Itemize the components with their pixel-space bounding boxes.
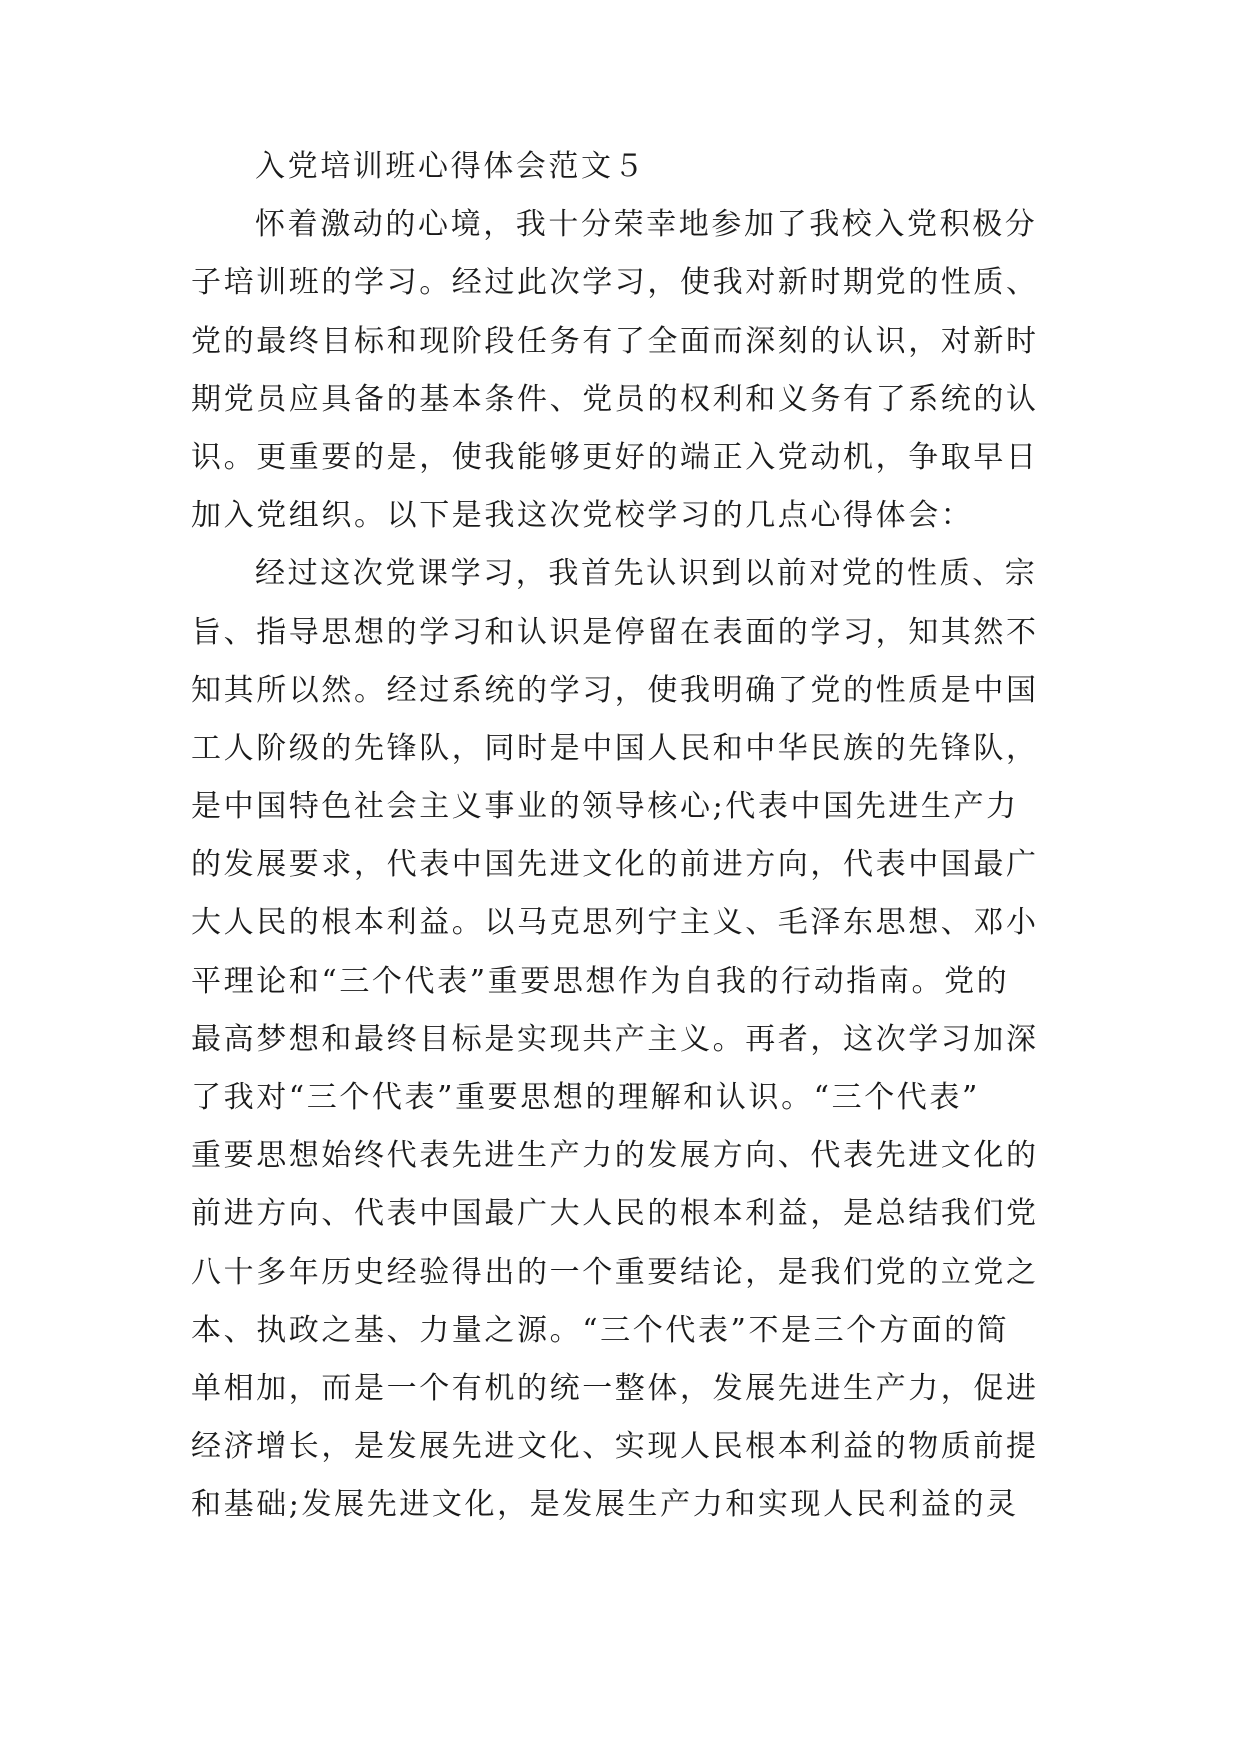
text-line: 重要思想始终代表先进生产力的发展方向、代表先进文化的 (191, 1138, 1039, 1174)
text-line: 前进方向、代表中国最广大人民的根本利益，是总结我们党 (191, 1196, 1039, 1232)
text-line: 单相加，而是一个有机的统一整体，发展先进生产力，促进 (191, 1370, 1039, 1406)
text-line: 工人阶级的先锋队，同时是中国人民和中华民族的先锋队， (191, 730, 1039, 766)
text-line: 的发展要求，代表中国先进文化的前进方向，代表中国最广 (191, 847, 1039, 883)
text-line: 大人民的根本利益。以马克思列宁主义、毛泽东思想、邓小 (191, 905, 1039, 941)
text-line: 党的最终目标和现阶段任务有了全面而深刻的认识，对新时 (191, 323, 1039, 359)
text-line: 知其所以然。经过系统的学习，使我明确了党的性质是中国 (191, 672, 1039, 708)
text-line: 经过这次党课学习，我首先认识到以前对党的性质、宗 (255, 556, 1038, 592)
text-line: 怀着激动的心境，我十分荣幸地参加了我校入党积极分 (255, 207, 1038, 243)
text-line: 加入党组织。以下是我这次党校学习的几点心得体会： (191, 498, 974, 534)
document-body (191, 138, 1071, 1535)
text-line: 经济增长，是发展先进文化、实现人民根本利益的物质前提 (191, 1429, 1039, 1465)
text-line: 期党员应具备的基本条件、党员的权利和义务有了系统的认 (191, 381, 1039, 417)
text-line: 和基础;发展先进文化，是发展生产力和实现人民利益的灵 (191, 1487, 1019, 1523)
text-line: 平理论和“三个代表”重要思想作为自我的行动指南。党的 (191, 963, 1010, 999)
text-line: 识。更重要的是，使我能够更好的端正入党动机，争取早日 (191, 439, 1039, 475)
text-line: 是中国特色社会主义事业的领导核心;代表中国先进生产力 (191, 789, 1019, 825)
text-line: 了我对“三个代表”重要思想的理解和认识。“三个代表” (191, 1080, 980, 1115)
text-line: 本、执政之基、力量之源。“三个代表”不是三个方面的简 (191, 1312, 1010, 1348)
paragraph-lines (191, 196, 1071, 1534)
text-line: 八十多年历史经验得出的一个重要结论，是我们党的立党之 (191, 1254, 1039, 1290)
text-line: 子培训班的学习。经过此次学习，使我对新时期党的性质、 (191, 265, 1039, 301)
text-line: 旨、指导思想的学习和认识是停留在表面的学习，知其然不 (191, 614, 1039, 650)
text-line: 最高梦想和最终目标是实现共产主义。再者，这次学习加深 (191, 1021, 1039, 1057)
document-title: 入党培训班心得体会范文５ (255, 149, 647, 184)
